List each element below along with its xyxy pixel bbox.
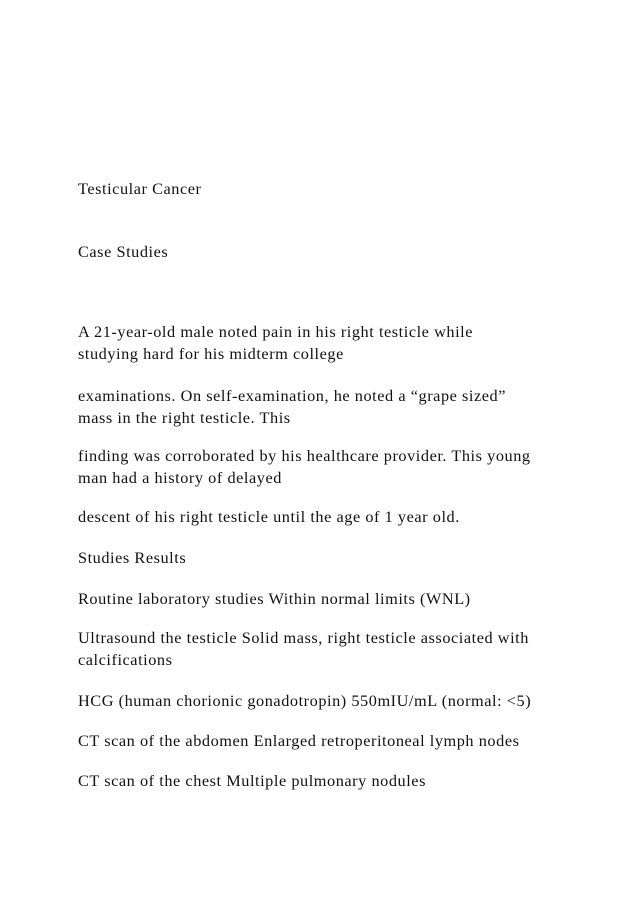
case-paragraph-line: finding was corroborated by his healthcare provider. This young <box>78 446 531 465</box>
case-paragraph-line: examinations. On self-examination, he noted a “grape sized” <box>78 386 507 405</box>
study-result-line: CT scan of the abdomen Enlarged retroperitoneal lymph nodes <box>78 731 520 750</box>
studies-header: Studies Results <box>78 548 187 567</box>
study-result-line: CT scan of the chest Multiple pulmonary nodules <box>78 771 426 790</box>
case-paragraph-line: descent of his right testicle until the age of 1 year old. <box>78 507 460 526</box>
study-result-line: Routine laboratory studies Within normal limits (WNL) <box>78 589 471 608</box>
case-paragraph-line: man had a history of delayed <box>78 468 282 487</box>
case-paragraph-line: mass in the right testicle. This <box>78 408 291 427</box>
study-result-line: Ultrasound the testicle Solid mass, right testicle associated with <box>78 628 529 647</box>
study-result-line: HCG (human chorionic gonadotropin) 550mIU/mL (normal: <5) <box>78 691 532 710</box>
document-title: Testicular Cancer <box>78 179 202 198</box>
study-result-line: calcifications <box>78 650 173 669</box>
case-paragraph-line: studying hard for his midterm college <box>78 344 344 363</box>
case-paragraph-line: A 21-year-old male noted pain in his right testicle while <box>78 322 473 341</box>
document-subtitle: Case Studies <box>78 242 169 261</box>
